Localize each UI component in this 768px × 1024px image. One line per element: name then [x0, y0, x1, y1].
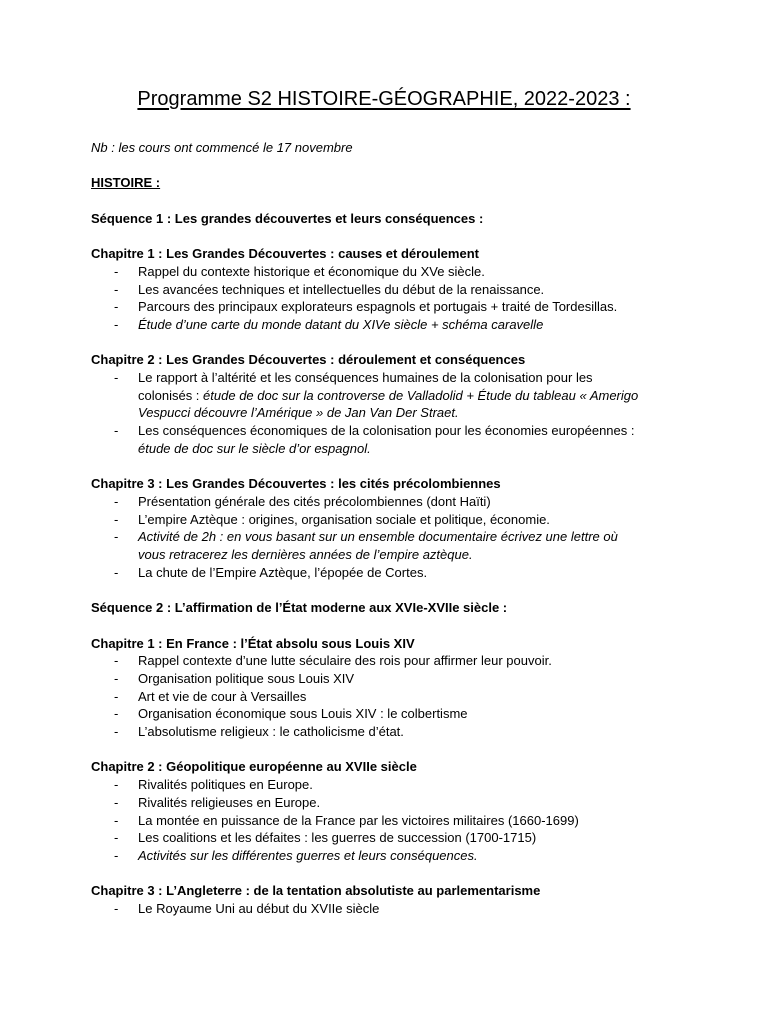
- list-item-text: Étude d’une carte du monde datant du XIVe siècle + schéma caravelle: [138, 316, 544, 332]
- list-item: [91, 511, 691, 529]
- list-item-text: La chute de l’Empire Aztèque, l’épopée de Cortes.: [138, 564, 428, 580]
- bullet-dash: -: [114, 777, 119, 793]
- list-item-text: Activités sur les différentes guerres et leurs conséquences.: [138, 848, 478, 863]
- spacer: [91, 458, 691, 476]
- list-item-text: L’absolutisme religieux : le catholicisme d’état.: [138, 724, 404, 740]
- seq2-chapter-1-heading: Chapitre 1 : En France : l’État absolu sous Louis XIV: [91, 635, 415, 651]
- list-item: [91, 369, 691, 422]
- list-item-text: Rappel contexte d’une lutte séculaire des rois pour affirmer leur pouvoir.: [138, 653, 552, 669]
- bullet-dash: -: [114, 529, 119, 545]
- bullet-dash: -: [114, 493, 119, 509]
- seq2-chapter-3-list: [91, 900, 691, 918]
- bullet-dash: -: [114, 812, 119, 828]
- list-item: [91, 670, 691, 688]
- seq1-chapter-1-heading: Chapitre 1 : Les Grandes Découvertes : causes et déroulement: [91, 246, 479, 262]
- list-item-text: Art et vie de cour à Versailles: [138, 688, 307, 704]
- list-item: [91, 776, 691, 794]
- list-item: [91, 812, 691, 830]
- list-item: [91, 316, 691, 334]
- seq1-chapter-2-list: [91, 369, 691, 458]
- list-item-text: Rappel du contexte historique et économique du XVe siècle.: [138, 263, 485, 279]
- seq1-chapter-2-heading: Chapitre 2 : Les Grandes Découvertes : déroulement et conséquences: [91, 352, 526, 368]
- list-item-text: La montée en puissance de la France par les victoires militaires (1660-1699): [138, 812, 579, 828]
- list-item-text: Rivalités politiques en Europe.: [138, 777, 313, 793]
- seq1-chapter-1-list: [91, 263, 691, 334]
- bullet-dash: -: [114, 511, 119, 527]
- seq2-chapter-2-heading: Chapitre 2 : Géopolitique européenne au XVIIe siècle: [91, 759, 417, 775]
- spacer: [91, 582, 691, 600]
- bullet-dash: -: [114, 706, 119, 722]
- seq2-chapter-3-heading: Chapitre 3 : L’Angleterre : de la tentation absolutiste au parlementarisme: [91, 883, 541, 899]
- sequence-1-heading: Séquence 1 : Les grandes découvertes et leurs conséquences :: [91, 210, 484, 226]
- section-histoire-label: HISTOIRE :: [91, 175, 161, 191]
- bullet-dash: -: [114, 423, 119, 439]
- list-item: [91, 422, 691, 457]
- seq2-chapter-1-list: [91, 652, 691, 741]
- spacer: [91, 741, 691, 759]
- spacer: [91, 617, 691, 635]
- list-item-text: Rivalités religieuses en Europe.: [138, 794, 321, 810]
- text-run-italic: étude de doc sur la controverse de Valladolid + Étude du tableau « Amerigo: [203, 387, 639, 403]
- list-item: [91, 705, 691, 723]
- list-item-text: [138, 369, 691, 422]
- seq1-chapter-3-heading: Chapitre 3 : Les Grandes Découvertes : les cités précolombiennes: [91, 476, 501, 492]
- list-item-text: L’empire Aztèque : origines, organisation sociale et politique, économie.: [138, 511, 550, 527]
- list-item-text: Organisation économique sous Louis XIV : le colbertisme: [138, 706, 468, 722]
- list-item-text: Le Royaume Uni au début du XVIIe siècle: [138, 901, 380, 917]
- bullet-dash: -: [114, 263, 119, 279]
- spacer: [91, 334, 691, 352]
- text-line: Les conséquences économiques de la colonisation pour les économies européennes :: [138, 423, 635, 439]
- bullet-dash: -: [114, 370, 119, 386]
- text-run: colonisés :: [138, 387, 204, 403]
- list-item-text: Organisation politique sous Louis XIV: [138, 670, 355, 686]
- list-item: [91, 564, 691, 582]
- bullet-dash: -: [114, 688, 119, 704]
- list-item-text: Les avancées techniques et intellectuelles du début de la renaissance.: [138, 281, 545, 297]
- text-line: Vespucci découvre l’Amérique » de Jan Van Der Straet.: [138, 405, 459, 421]
- bullet-dash: -: [114, 299, 119, 315]
- spacer: [91, 192, 691, 210]
- list-item: [91, 794, 691, 812]
- bullet-dash: -: [114, 830, 119, 846]
- bullet-dash: -: [114, 653, 119, 669]
- spacer: [91, 157, 691, 175]
- bullet-dash: -: [114, 724, 119, 740]
- list-item: [91, 829, 691, 847]
- spacer: [91, 227, 691, 245]
- list-item: [91, 688, 691, 706]
- text-line: Activité de 2h : en vous basant sur un ensemble documentaire écrivez une lettre où: [138, 529, 618, 545]
- seq2-chapter-2-list: [91, 776, 691, 865]
- text-line: vous retracerez les dernières années de l’empire aztèque.: [138, 547, 473, 563]
- bullet-dash: -: [114, 564, 119, 580]
- list-item: [91, 263, 691, 281]
- list-item-text: [138, 422, 691, 457]
- start-date-note: Nb : les cours ont commencé le 17 novembre: [91, 140, 353, 155]
- sequence-2-heading: Séquence 2 : L’affirmation de l’État moderne aux XVIe-XVIIe siècle :: [91, 600, 508, 616]
- list-item: [91, 723, 691, 741]
- list-item-text: Les coalitions et les défaites : les guerres de succession (1700-1715): [138, 830, 537, 846]
- bullet-dash: -: [114, 281, 119, 297]
- list-item: [91, 847, 691, 865]
- list-item-text: Parcours des principaux explorateurs espagnols et portugais + traité de Tordesillas.: [138, 299, 618, 315]
- bullet-dash: -: [114, 316, 119, 332]
- list-item: [91, 281, 691, 299]
- bullet-dash: -: [114, 901, 119, 917]
- document-title: Programme S2 HISTOIRE-GÉOGRAPHIE, 2022-2023 :: [137, 88, 631, 110]
- text-line: Le rapport à l’altérité et les conséquences humaines de la colonisation pour les: [138, 370, 593, 386]
- document-body: [91, 139, 691, 918]
- bullet-dash: -: [114, 794, 119, 810]
- seq1-chapter-3-list: [91, 493, 691, 582]
- list-item-text: [138, 528, 691, 563]
- list-item: [91, 652, 691, 670]
- text-line: étude de doc sur le siècle d’or espagnol.: [138, 440, 371, 456]
- list-item-text: Présentation générale des cités précolombiennes (dont Haïti): [138, 493, 491, 509]
- spacer: [91, 865, 691, 883]
- list-item: [91, 493, 691, 511]
- text-line: [138, 387, 691, 405]
- bullet-dash: -: [114, 670, 119, 686]
- bullet-dash: -: [114, 848, 119, 863]
- list-item: [91, 528, 691, 563]
- list-item: [91, 900, 691, 918]
- list-item: [91, 298, 691, 316]
